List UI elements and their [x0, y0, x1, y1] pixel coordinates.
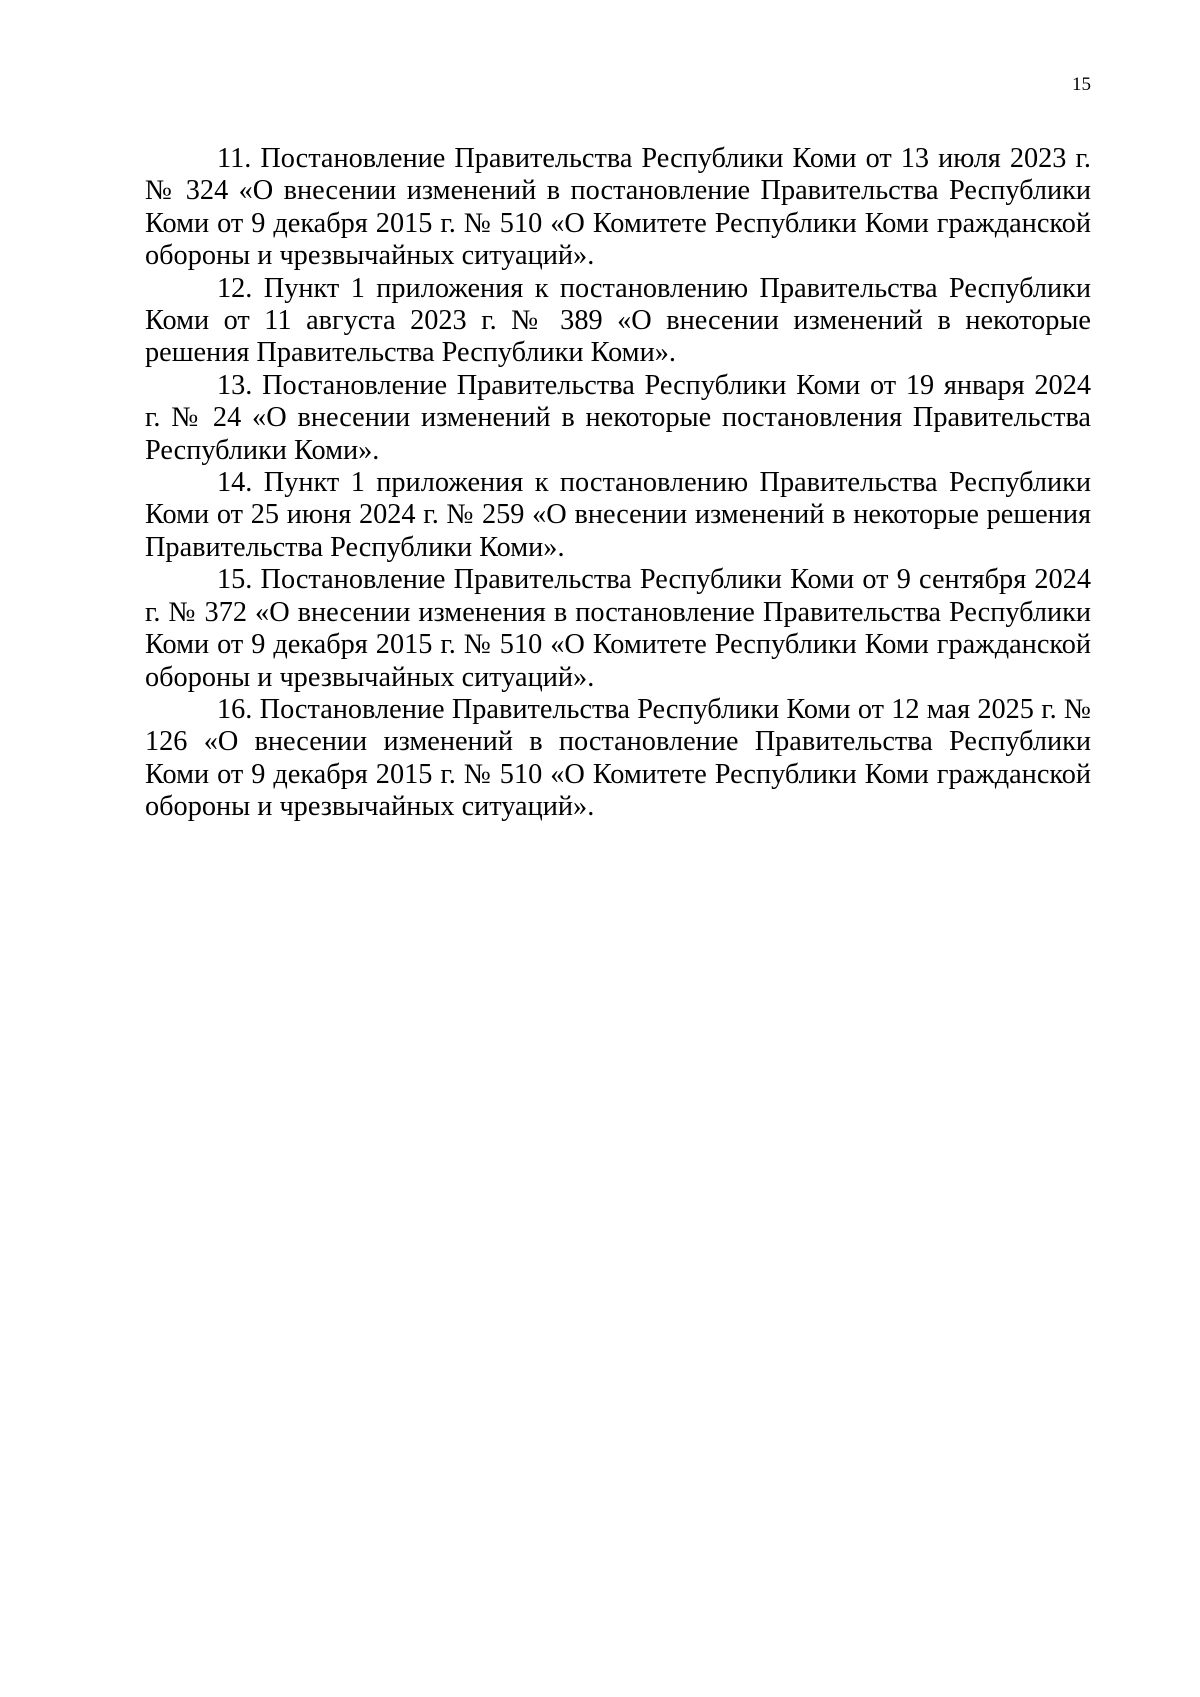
- list-item-11: 11. Постановление Правительства Республики Коми от 13 июля 2023 г. № 324 «О внесении изменений в постановление Правительства Республики Коми от 9 декабря 2015 г. № 510 «О Комитете Республики Коми гражданской обороны и чрезвычайных ситуаций».: [145, 143, 1091, 272]
- page-number: 15: [1072, 74, 1091, 95]
- list-item-16: 16. Постановление Правительства Республики Коми от 12 мая 2025 г. № 126 «О внесении изменений в постановление Правительства Республики Коми от 9 декабря 2015 г. № 510 «О Комитете Республики Коми гражданской обороны и чрезвычайных ситуаций».: [145, 693, 1091, 823]
- list-item-15: 15. Постановление Правительства Республики Коми от 9 сентября 2024 г. № 372 «О внесении изменения в постановление Правительства Республики Коми от 9 декабря 2015 г. № 510 «О Комитете Республики Коми гражданской обороны и чрезвычайных ситуаций».: [145, 564, 1091, 693]
- list-item-13: 13. Постановление Правительства Республики Коми от 19 января 2024 г. № 24 «О внесении изменений в некоторые постановления Правительства Республики Коми».: [145, 369, 1091, 466]
- list-item-12: 12. Пункт 1 приложения к постановлению Правительства Республики Коми от 11 августа 2023 г. № 389 «О внесении изменений в некоторые решения Правительства Республики Коми».: [145, 272, 1091, 369]
- document-body: [145, 143, 1091, 824]
- list-item-14: 14. Пункт 1 приложения к постановлению Правительства Республики Коми от 25 июня 2024 г. № 259 «О внесении изменений в некоторые решения Правительства Республики Коми».: [145, 467, 1091, 563]
